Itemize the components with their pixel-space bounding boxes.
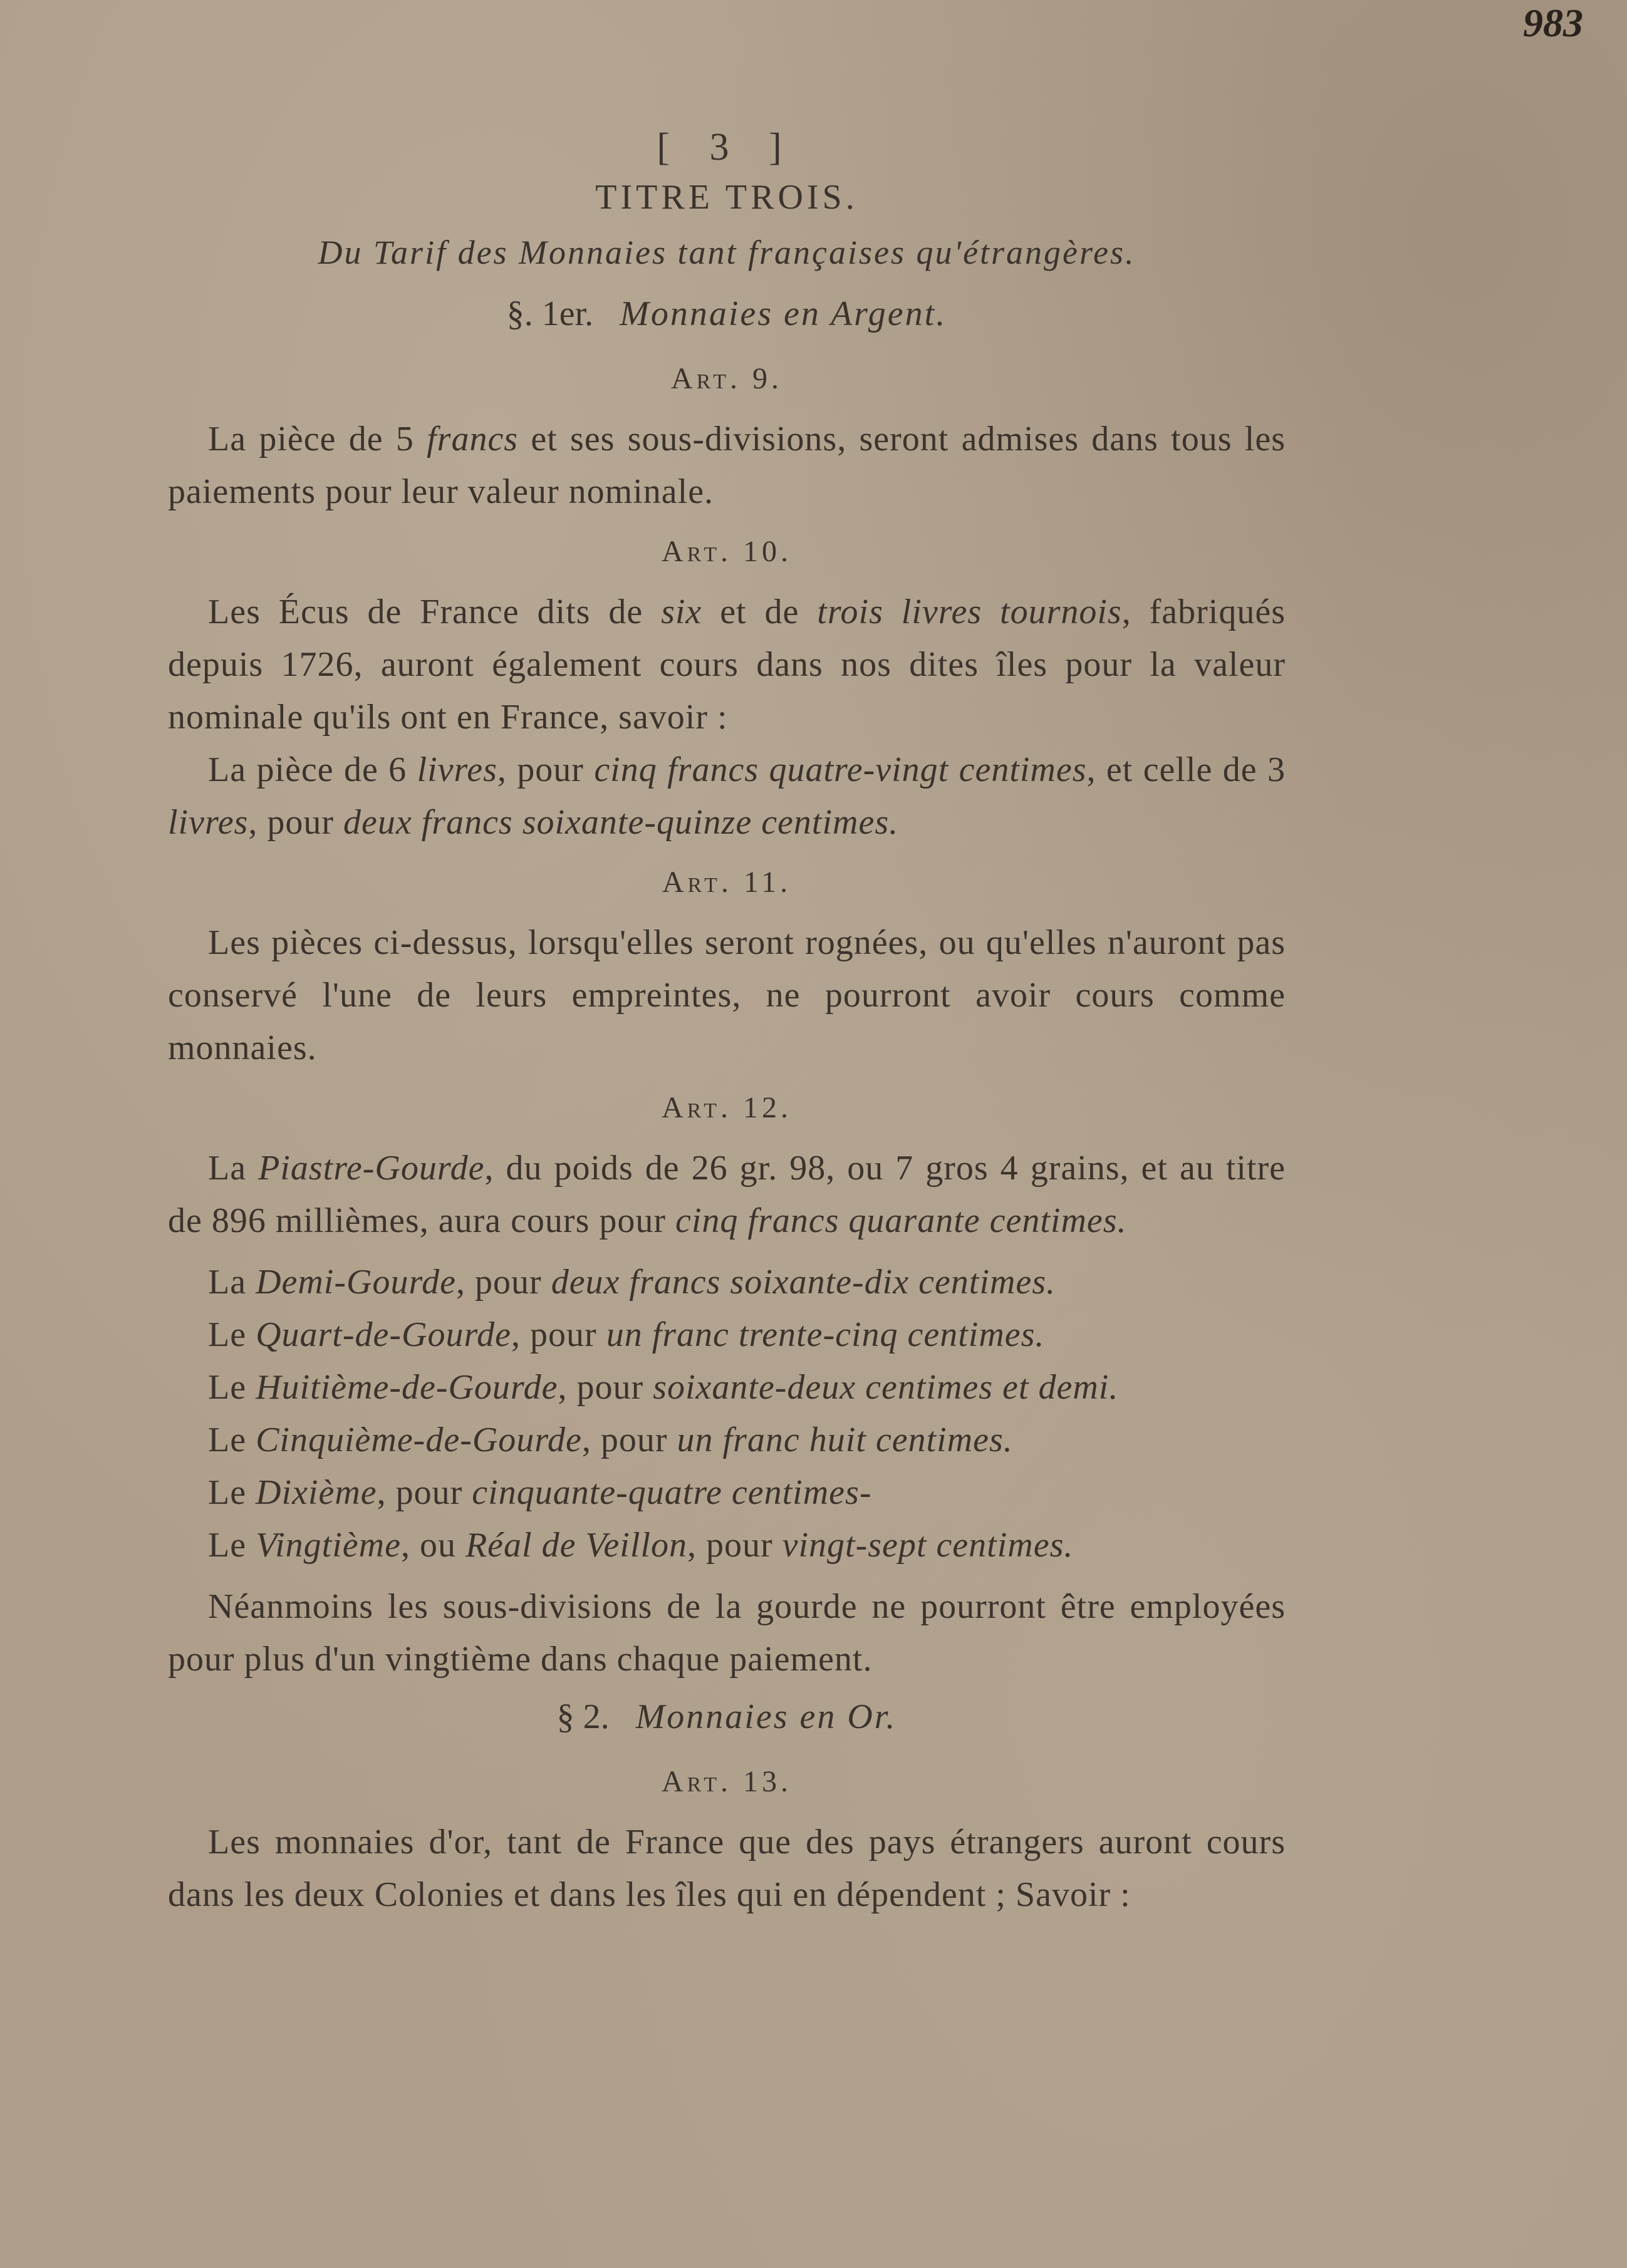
- tariff-line: La Demi-Gourde, pour deux francs soixante-dix centimes.: [208, 1263, 1056, 1302]
- italic-span: cinquante-quatre centimes-: [472, 1473, 872, 1512]
- article-13-heading: Art. 13.: [661, 1765, 793, 1798]
- article-11-paragraph: Les pièces ci-dessus, lorsqu'elles seront rognées, ou qu'elles n'auront pas conservé l'une de leurs empreintes, ne pourront avoir cours comme monnaies.: [168, 923, 1286, 1067]
- article-11-heading: Art. 11.: [662, 866, 792, 899]
- italic-span: un franc trente-cinq centimes.: [606, 1315, 1045, 1354]
- italic-span: un franc huit centimes.: [677, 1421, 1013, 1459]
- text-block: [168, 125, 1286, 1921]
- section-2-number: § 2.: [556, 1697, 610, 1736]
- italic-span: trois livres tournois: [817, 593, 1122, 631]
- italic-span: six: [661, 593, 702, 631]
- folio-number: 983: [1523, 1, 1583, 45]
- tariff-line: Le Quart-de-Gourde, pour un franc trente-cinq centimes.: [208, 1315, 1045, 1354]
- italic-span: Huitième-de-Gourde: [256, 1368, 558, 1407]
- italic-span: francs: [427, 420, 519, 458]
- italic-span: deux francs soixante-dix centimes.: [551, 1263, 1056, 1302]
- article-10-paragraph-1: Les Écus de France dits de six et de trois livres tournois, fabriqués depuis 1726, auront également cours dans nos dites îles pour la valeur nominale qu'ils ont en France, savoir :: [168, 593, 1286, 737]
- title: TITRE TROIS.: [595, 178, 858, 217]
- italic-span: Piastre-Gourde: [258, 1149, 485, 1188]
- italic-span: Cinquième-de-Gourde: [256, 1421, 582, 1459]
- italic-span: livres: [417, 750, 497, 789]
- italic-span: Réal de Veillon: [465, 1526, 687, 1565]
- subtitle: Du Tarif des Monnaies tant françaises qu'étrangères.: [318, 234, 1136, 271]
- article-9-paragraph: La pièce de 5 francs et ses sous-divisions, seront admises dans tous les paiements pour leur valeur nominale.: [168, 420, 1286, 511]
- article-10-heading: Art. 10.: [661, 535, 793, 568]
- article-13-paragraph: Les monnaies d'or, tant de France que des pays étrangers auront cours dans les deux Colonies et dans les îles qui en dépendent ; Savoir :: [168, 1823, 1286, 1914]
- section-2-title: Monnaies en Or.: [635, 1697, 897, 1736]
- italic-span: cinq francs quarante centimes.: [675, 1201, 1127, 1240]
- section-2-heading: [168, 1685, 1286, 1748]
- article-10-paragraph-2: La pièce de 6 livres, pour cinq francs quatre-vingt centimes, et celle de 3 livres, pour deux francs soixante-quinze centimes.: [168, 750, 1286, 842]
- page-number: [ 3 ]: [657, 126, 797, 168]
- italic-span: cinq francs quatre-vingt centimes: [594, 750, 1087, 789]
- article-12-heading: Art. 12.: [661, 1091, 793, 1124]
- italic-span: deux francs soixante-quinze centimes.: [343, 803, 899, 842]
- italic-span: vingt-sept centimes.: [782, 1526, 1074, 1565]
- article-9-heading: Art. 9.: [670, 362, 783, 395]
- italic-span: Dixième: [256, 1473, 377, 1512]
- section-1-number: §. 1er.: [506, 294, 594, 333]
- tariff-line: Le Vingtième, ou Réal de Veillon, pour vingt-sept centimes.: [208, 1526, 1074, 1565]
- section-1-title: Monnaies en Argent.: [620, 294, 947, 333]
- italic-span: Vingtième: [256, 1526, 401, 1565]
- tariff-line: Le Huitième-de-Gourde, pour soixante-deux centimes et demi.: [208, 1368, 1119, 1407]
- article-12-tariff-lines: [168, 1256, 1286, 1572]
- italic-span: livres: [168, 803, 249, 842]
- italic-span: soixante-deux centimes et demi.: [653, 1368, 1119, 1407]
- tariff-line: Le Dixième, pour cinquante-quatre centimes-: [208, 1473, 872, 1512]
- article-12-paragraph-1: La Piastre-Gourde, du poids de 26 gr. 98, ou 7 gros 4 grains, et au titre de 896 millièmes, aura cours pour cinq francs quarante centimes.: [168, 1149, 1286, 1240]
- italic-span: Demi-Gourde: [256, 1263, 457, 1302]
- italic-span: Quart-de-Gourde: [256, 1315, 512, 1354]
- article-12-paragraph-2: Néanmoins les sous-divisions de la gourde ne pourront être employées pour plus d'un vingtième dans chaque paiement.: [168, 1587, 1286, 1679]
- section-1-heading: [168, 282, 1286, 345]
- tariff-line: Le Cinquième-de-Gourde, pour un franc huit centimes.: [208, 1421, 1013, 1459]
